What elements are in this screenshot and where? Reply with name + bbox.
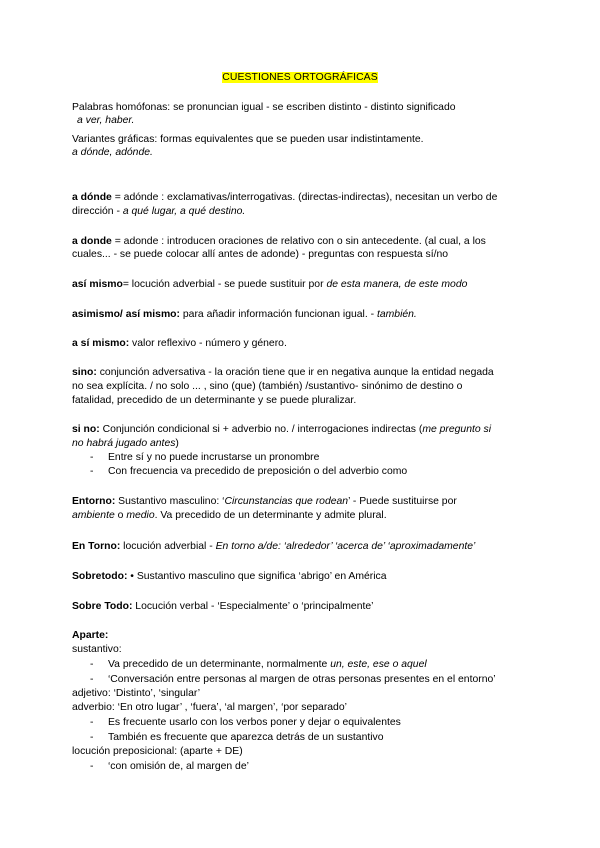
asimismo-line [72, 308, 417, 321]
entorno-synonym-1: ambiente [72, 510, 115, 521]
bullet-dash: - [90, 452, 94, 463]
aparte-loc-bullet: ‘con omisión de, al margen de’ [108, 761, 249, 772]
aparte-sust-bullet-1 [108, 658, 427, 671]
adonde-tilde-text-2: dirección - [72, 206, 123, 217]
aparte-adverbio: adverbio: ‘En otro lugar’ , ‘fuera’, ‘al margen’, ‘por separado’ [72, 702, 347, 713]
intro-line-4 [72, 146, 153, 159]
asi-mismo-text: = locución adverbial - se puede sustituir por [122, 279, 327, 290]
aparte-sust-bullet-1-example: un, este, ese o aquel [330, 659, 427, 670]
term-entorno: Entorno: [72, 496, 116, 507]
entorno-line-2 [72, 509, 387, 522]
si-no-example-2: no habrá jugado antes [72, 438, 176, 449]
bullet-dash: - [90, 659, 94, 670]
aparte-adv-bullet-1: Es frecuente usarlo con los verbos poner y dejar o equivalentes [108, 717, 401, 728]
term-sino: sino: [72, 367, 97, 378]
aparte-adjetivo: adjetivo: ‘Distinto’, ‘singular’ [72, 688, 201, 699]
adonde-tilde-text: = adónde : exclamativas/interrogativas. (directas-indirectas), necesitan un verbo de [111, 192, 498, 203]
term-si-no: si no: [72, 424, 100, 435]
adonde-tilde-line-2 [72, 205, 245, 218]
aparte-adv-bullet-2: También es frecuente que aparezca detrás de un sustantivo [108, 732, 384, 743]
entorno-text-1: Sustantivo masculino: ‘ [115, 496, 225, 507]
adonde-tilde-line-1 [72, 191, 497, 204]
title-wrap [0, 72, 600, 83]
intro-line-2 [77, 114, 134, 127]
intro-line-3: Variantes gráficas: formas equivalentes que se pueden usar indistintamente. [72, 134, 424, 145]
term-a-donde-tilde: a dónde [72, 192, 112, 203]
sobretodo-line [72, 570, 387, 583]
a-si-mismo-line [72, 337, 287, 350]
term-sobretodo: Sobretodo: [72, 571, 128, 582]
entorno-text-4: . Va precedido de un determinante y admite plural. [154, 510, 387, 521]
si-no-bullet-2: Con frecuencia va precedido de preposición o del adverbio como [108, 466, 408, 477]
entorno-text-2: ’ - Puede sustituirse por [348, 496, 457, 507]
bullet-dash: - [90, 466, 94, 477]
aparte-sustantivo: sustantivo: [72, 644, 122, 655]
adonde-text: = adonde : introducen oraciones de relativo con o sin antecedente. (al cual, a los [111, 236, 486, 247]
term-a-si-mismo: a sí mismo: [72, 338, 130, 349]
si-no-text-2: ) [175, 438, 179, 449]
intro-line-1: Palabras homófonas: se pronuncian igual - se escriben distinto - distinto significado [72, 102, 456, 113]
intro-example-2: a dónde, adónde. [72, 147, 153, 158]
term-a-donde: a donde [72, 236, 112, 247]
bullet-dash: - [90, 674, 94, 685]
adonde-line-1 [72, 235, 486, 248]
si-no-line-1 [72, 423, 491, 436]
asi-mismo-line [72, 278, 467, 291]
asimismo-example: también. [376, 309, 417, 320]
adonde-tilde-example: a qué lugar, a qué destino. [122, 206, 246, 217]
intro-example-1: a ver, haber. [77, 115, 135, 126]
entorno-synonym-2: medio [126, 510, 155, 521]
si-no-bullet-1: Entre sí y no puede incrustarse un pronombre [108, 452, 320, 463]
term-en-torno: En Torno: [72, 541, 121, 552]
entorno-text-3: o [114, 510, 127, 521]
sino-line-1 [72, 366, 494, 379]
asi-mismo-example: de esta manera, de este modo [326, 279, 468, 290]
asimismo-text: para añadir información funcionan igual. - [180, 309, 377, 320]
term-asimismo: asimismo/ así mismo: [72, 309, 180, 320]
sino-line-3: fatalidad, precedido de un determinante y se puede pluralizar. [72, 395, 357, 406]
bullet-dash: - [90, 732, 94, 743]
sino-text-1: conjunción adversativa - la oración tiene que ir en negativa aunque la entidad negada [96, 367, 494, 378]
term-sobre-todo: Sobre Todo: [72, 601, 133, 612]
aparte-sust-bullet-2: ‘Conversación entre personas al margen de otras personas presentes en el entorno’ [108, 674, 496, 685]
sino-line-2: no sea explícita. / no solo ... , sino (que) (también) /sustantivo- sinónimo de destino o [72, 381, 463, 392]
si-no-text-1: Conjunción condicional si + adverbio no. / interrogaciones indirectas ( [99, 424, 423, 435]
sobretodo-text: • Sustantivo masculino que significa ‘abrigo’ en América [127, 571, 387, 582]
bullet-dash: - [90, 761, 94, 772]
a-si-mismo-text: valor reflexivo - número y género. [129, 338, 287, 349]
adonde-line-2: cuales... - se puede colocar allí antes de adonde) - preguntas con respuesta sí/no [72, 249, 449, 260]
aparte-sust-bullet-1-text: Va precedido de un determinante, normalmente [108, 659, 331, 670]
en-torno-example: En torno a/de: ‘alrededor’ ‘acerca de’ ‘aproximadamente’ [215, 541, 476, 552]
si-no-example-1: me pregunto si [422, 424, 492, 435]
si-no-line-2 [72, 437, 179, 450]
term-asi-mismo: así mismo [72, 279, 123, 290]
aparte-heading [72, 629, 108, 642]
sobre-todo-text: Locución verbal - ‘Especialmente’ o ‘principalmente’ [132, 601, 374, 612]
bullet-dash: - [90, 717, 94, 728]
term-aparte: Aparte: [72, 630, 109, 641]
en-torno-line [72, 540, 475, 553]
sobre-todo-line [72, 600, 373, 613]
entorno-line-1 [72, 495, 457, 508]
page-title: CUESTIONES ORTOGRÁFICAS [222, 72, 378, 83]
entorno-example: Circunstancias que rodean [224, 496, 349, 507]
aparte-locucion: locución preposicional: (aparte + DE) [72, 746, 243, 757]
en-torno-text: locución adverbial - [120, 541, 216, 552]
